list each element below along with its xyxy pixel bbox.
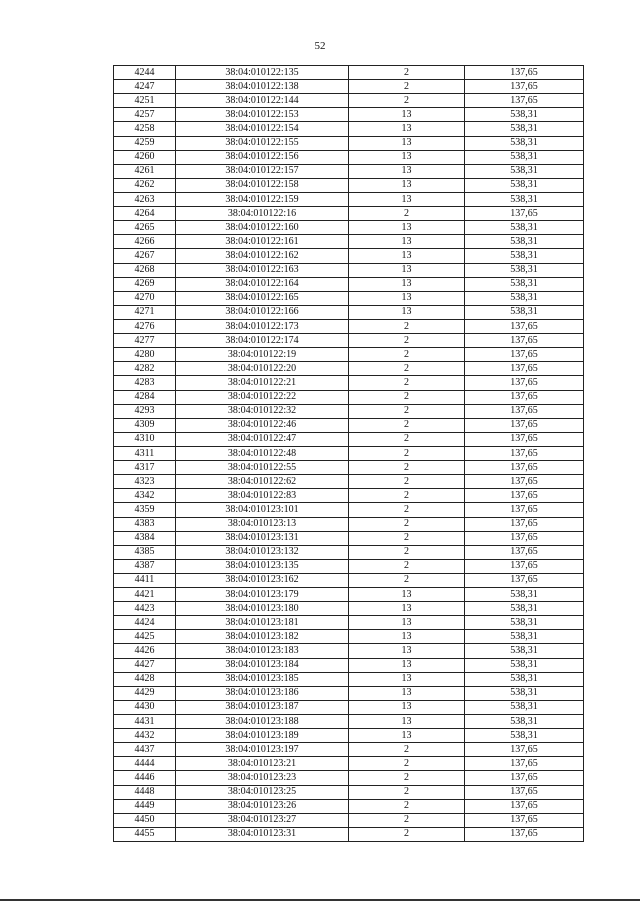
table-row [114, 785, 584, 799]
row-number-cell: 4385 [114, 545, 176, 559]
quantity-cell: 2 [349, 559, 465, 573]
cadastral-number-cell: 38:04:010123:13 [176, 517, 349, 531]
amount-cell: 538,31 [465, 277, 584, 291]
table-row [114, 221, 584, 235]
quantity-cell: 13 [349, 108, 465, 122]
table-row [114, 150, 584, 164]
quantity-cell: 13 [349, 672, 465, 686]
amount-cell: 538,31 [465, 249, 584, 263]
row-number-cell: 4323 [114, 475, 176, 489]
row-number-cell: 4283 [114, 376, 176, 390]
cadastral-number-cell: 38:04:010122:83 [176, 489, 349, 503]
row-number-cell: 4425 [114, 630, 176, 644]
amount-cell: 538,31 [465, 644, 584, 658]
quantity-cell: 2 [349, 475, 465, 489]
row-number-cell: 4263 [114, 192, 176, 206]
quantity-cell: 13 [349, 235, 465, 249]
amount-cell: 137,65 [465, 771, 584, 785]
amount-cell: 137,65 [465, 531, 584, 545]
cadastral-number-cell: 38:04:010122:161 [176, 235, 349, 249]
page-number: 52 [314, 40, 326, 52]
cadastral-number-cell: 38:04:010123:180 [176, 602, 349, 616]
cadastral-number-cell: 38:04:010122:153 [176, 108, 349, 122]
row-number-cell: 4430 [114, 700, 176, 714]
row-number-cell: 4359 [114, 503, 176, 517]
quantity-cell: 13 [349, 686, 465, 700]
table-row [114, 446, 584, 460]
amount-cell: 137,65 [465, 418, 584, 432]
cadastral-number-cell: 38:04:010122:160 [176, 221, 349, 235]
table-row [114, 729, 584, 743]
quantity-cell: 2 [349, 390, 465, 404]
amount-cell: 538,31 [465, 164, 584, 178]
amount-cell: 538,31 [465, 588, 584, 602]
table-row [114, 686, 584, 700]
row-number-cell: 4446 [114, 771, 176, 785]
cadastral-number-cell: 38:04:010123:27 [176, 813, 349, 827]
quantity-cell: 2 [349, 757, 465, 771]
cadastral-number-cell: 38:04:010122:47 [176, 432, 349, 446]
amount-cell: 137,65 [465, 390, 584, 404]
row-number-cell: 4383 [114, 517, 176, 531]
table-row [114, 192, 584, 206]
cadastral-number-cell: 38:04:010122:48 [176, 446, 349, 460]
table-row [114, 418, 584, 432]
row-number-cell: 4269 [114, 277, 176, 291]
amount-cell: 137,65 [465, 348, 584, 362]
amount-cell: 137,65 [465, 743, 584, 757]
table-row [114, 122, 584, 136]
table-row [114, 503, 584, 517]
quantity-cell: 13 [349, 122, 465, 136]
row-number-cell: 4426 [114, 644, 176, 658]
quantity-cell: 13 [349, 164, 465, 178]
cadastral-number-cell: 38:04:010122:21 [176, 376, 349, 390]
cadastral-number-cell: 38:04:010122:173 [176, 319, 349, 333]
table-row [114, 517, 584, 531]
table-row [114, 249, 584, 263]
data-table [113, 65, 584, 842]
cadastral-number-cell: 38:04:010123:25 [176, 785, 349, 799]
table-row [114, 700, 584, 714]
amount-cell: 538,31 [465, 305, 584, 319]
amount-cell: 538,31 [465, 715, 584, 729]
amount-cell: 538,31 [465, 108, 584, 122]
amount-cell: 137,65 [465, 573, 584, 587]
row-number-cell: 4264 [114, 207, 176, 221]
amount-cell: 538,31 [465, 630, 584, 644]
table-row [114, 348, 584, 362]
cadastral-number-cell: 38:04:010122:159 [176, 192, 349, 206]
table-row [114, 94, 584, 108]
quantity-cell: 2 [349, 531, 465, 545]
cadastral-number-cell: 38:04:010122:138 [176, 80, 349, 94]
quantity-cell: 2 [349, 743, 465, 757]
quantity-cell: 13 [349, 715, 465, 729]
cadastral-number-cell: 38:04:010122:166 [176, 305, 349, 319]
row-number-cell: 4431 [114, 715, 176, 729]
quantity-cell: 2 [349, 461, 465, 475]
amount-cell: 538,31 [465, 122, 584, 136]
amount-cell: 137,65 [465, 757, 584, 771]
table-row [114, 263, 584, 277]
quantity-cell: 13 [349, 630, 465, 644]
table-row [114, 672, 584, 686]
amount-cell: 137,65 [465, 517, 584, 531]
amount-cell: 137,65 [465, 785, 584, 799]
cadastral-number-cell: 38:04:010123:197 [176, 743, 349, 757]
quantity-cell: 2 [349, 573, 465, 587]
quantity-cell: 13 [349, 291, 465, 305]
cadastral-number-cell: 38:04:010122:62 [176, 475, 349, 489]
amount-cell: 137,65 [465, 489, 584, 503]
cadastral-number-cell: 38:04:010122:32 [176, 404, 349, 418]
quantity-cell: 13 [349, 729, 465, 743]
cadastral-number-cell: 38:04:010123:185 [176, 672, 349, 686]
amount-cell: 538,31 [465, 192, 584, 206]
quantity-cell: 13 [349, 192, 465, 206]
row-number-cell: 4270 [114, 291, 176, 305]
cadastral-number-cell: 38:04:010123:21 [176, 757, 349, 771]
table-row [114, 602, 584, 616]
cadastral-number-cell: 38:04:010123:188 [176, 715, 349, 729]
cadastral-number-cell: 38:04:010123:187 [176, 700, 349, 714]
table-row [114, 743, 584, 757]
row-number-cell: 4310 [114, 432, 176, 446]
table-row [114, 66, 584, 80]
cadastral-number-cell: 38:04:010122:164 [176, 277, 349, 291]
cadastral-number-cell: 38:04:010123:23 [176, 771, 349, 785]
quantity-cell: 2 [349, 207, 465, 221]
table-row [114, 164, 584, 178]
table-row [114, 644, 584, 658]
table-body [114, 66, 584, 842]
cadastral-number-cell: 38:04:010122:144 [176, 94, 349, 108]
quantity-cell: 2 [349, 66, 465, 80]
quantity-cell: 13 [349, 700, 465, 714]
table-row [114, 573, 584, 587]
table-row [114, 432, 584, 446]
quantity-cell: 2 [349, 785, 465, 799]
cadastral-number-cell: 38:04:010122:16 [176, 207, 349, 221]
row-number-cell: 4261 [114, 164, 176, 178]
quantity-cell: 2 [349, 94, 465, 108]
table-row [114, 799, 584, 813]
cadastral-number-cell: 38:04:010123:179 [176, 588, 349, 602]
row-number-cell: 4437 [114, 743, 176, 757]
cadastral-number-cell: 38:04:010123:101 [176, 503, 349, 517]
quantity-cell: 13 [349, 150, 465, 164]
row-number-cell: 4342 [114, 489, 176, 503]
quantity-cell: 2 [349, 418, 465, 432]
table-row [114, 771, 584, 785]
cadastral-number-cell: 38:04:010123:31 [176, 827, 349, 841]
quantity-cell: 13 [349, 602, 465, 616]
table-row [114, 475, 584, 489]
cadastral-number-cell: 38:04:010122:19 [176, 348, 349, 362]
cadastral-number-cell: 38:04:010122:157 [176, 164, 349, 178]
row-number-cell: 4309 [114, 418, 176, 432]
amount-cell: 538,31 [465, 235, 584, 249]
amount-cell: 137,65 [465, 503, 584, 517]
amount-cell: 137,65 [465, 404, 584, 418]
amount-cell: 137,65 [465, 207, 584, 221]
amount-cell: 137,65 [465, 334, 584, 348]
quantity-cell: 13 [349, 616, 465, 630]
row-number-cell: 4448 [114, 785, 176, 799]
quantity-cell: 2 [349, 503, 465, 517]
cadastral-number-cell: 38:04:010122:135 [176, 66, 349, 80]
row-number-cell: 4424 [114, 616, 176, 630]
amount-cell: 137,65 [465, 376, 584, 390]
table-row [114, 588, 584, 602]
table-row [114, 136, 584, 150]
quantity-cell: 2 [349, 799, 465, 813]
amount-cell: 137,65 [465, 432, 584, 446]
cadastral-number-cell: 38:04:010122:165 [176, 291, 349, 305]
amount-cell: 538,31 [465, 686, 584, 700]
quantity-cell: 2 [349, 348, 465, 362]
amount-cell: 137,65 [465, 446, 584, 460]
row-number-cell: 4384 [114, 531, 176, 545]
cadastral-number-cell: 38:04:010123:183 [176, 644, 349, 658]
quantity-cell: 13 [349, 249, 465, 263]
table-row [114, 616, 584, 630]
row-number-cell: 4411 [114, 573, 176, 587]
quantity-cell: 13 [349, 263, 465, 277]
row-number-cell: 4276 [114, 319, 176, 333]
cadastral-number-cell: 38:04:010123:131 [176, 531, 349, 545]
amount-cell: 538,31 [465, 602, 584, 616]
quantity-cell: 13 [349, 277, 465, 291]
table-row [114, 404, 584, 418]
row-number-cell: 4265 [114, 221, 176, 235]
row-number-cell: 4428 [114, 672, 176, 686]
quantity-cell: 2 [349, 489, 465, 503]
row-number-cell: 4257 [114, 108, 176, 122]
table-row [114, 319, 584, 333]
quantity-cell: 2 [349, 545, 465, 559]
table-row [114, 559, 584, 573]
cadastral-number-cell: 38:04:010123:189 [176, 729, 349, 743]
row-number-cell: 4284 [114, 390, 176, 404]
amount-cell: 137,65 [465, 319, 584, 333]
row-number-cell: 4268 [114, 263, 176, 277]
row-number-cell: 4271 [114, 305, 176, 319]
amount-cell: 538,31 [465, 658, 584, 672]
row-number-cell: 4450 [114, 813, 176, 827]
row-number-cell: 4317 [114, 461, 176, 475]
table-row [114, 277, 584, 291]
cadastral-number-cell: 38:04:010122:162 [176, 249, 349, 263]
quantity-cell: 2 [349, 362, 465, 376]
table-row [114, 461, 584, 475]
table-row [114, 658, 584, 672]
cadastral-number-cell: 38:04:010122:20 [176, 362, 349, 376]
quantity-cell: 2 [349, 813, 465, 827]
row-number-cell: 4282 [114, 362, 176, 376]
quantity-cell: 2 [349, 376, 465, 390]
table-row [114, 362, 584, 376]
amount-cell: 137,65 [465, 362, 584, 376]
table-row [114, 545, 584, 559]
quantity-cell: 2 [349, 334, 465, 348]
cadastral-number-cell: 38:04:010122:163 [176, 263, 349, 277]
cadastral-number-cell: 38:04:010123:182 [176, 630, 349, 644]
cadastral-number-cell: 38:04:010122:55 [176, 461, 349, 475]
cadastral-number-cell: 38:04:010122:174 [176, 334, 349, 348]
row-number-cell: 4423 [114, 602, 176, 616]
row-number-cell: 4387 [114, 559, 176, 573]
row-number-cell: 4262 [114, 178, 176, 192]
quantity-cell: 13 [349, 178, 465, 192]
quantity-cell: 13 [349, 136, 465, 150]
table-row [114, 630, 584, 644]
row-number-cell: 4432 [114, 729, 176, 743]
quantity-cell: 2 [349, 404, 465, 418]
cadastral-number-cell: 38:04:010123:132 [176, 545, 349, 559]
amount-cell: 538,31 [465, 150, 584, 164]
amount-cell: 137,65 [465, 813, 584, 827]
table-row [114, 108, 584, 122]
row-number-cell: 4258 [114, 122, 176, 136]
quantity-cell: 13 [349, 644, 465, 658]
cadastral-number-cell: 38:04:010123:184 [176, 658, 349, 672]
cadastral-number-cell: 38:04:010122:155 [176, 136, 349, 150]
cadastral-number-cell: 38:04:010123:186 [176, 686, 349, 700]
row-number-cell: 4444 [114, 757, 176, 771]
amount-cell: 538,31 [465, 291, 584, 305]
amount-cell: 137,65 [465, 66, 584, 80]
cadastral-number-cell: 38:04:010122:158 [176, 178, 349, 192]
table-row [114, 376, 584, 390]
row-number-cell: 4449 [114, 799, 176, 813]
quantity-cell: 2 [349, 432, 465, 446]
quantity-cell: 2 [349, 827, 465, 841]
row-number-cell: 4267 [114, 249, 176, 263]
row-number-cell: 4251 [114, 94, 176, 108]
table-row [114, 305, 584, 319]
row-number-cell: 4293 [114, 404, 176, 418]
amount-cell: 538,31 [465, 700, 584, 714]
amount-cell: 137,65 [465, 80, 584, 94]
table-row [114, 531, 584, 545]
row-number-cell: 4280 [114, 348, 176, 362]
quantity-cell: 13 [349, 588, 465, 602]
quantity-cell: 13 [349, 221, 465, 235]
amount-cell: 137,65 [465, 94, 584, 108]
table-row [114, 334, 584, 348]
row-number-cell: 4421 [114, 588, 176, 602]
amount-cell: 538,31 [465, 616, 584, 630]
amount-cell: 538,31 [465, 136, 584, 150]
amount-cell: 538,31 [465, 263, 584, 277]
table-row [114, 813, 584, 827]
table-row [114, 80, 584, 94]
cadastral-number-cell: 38:04:010123:26 [176, 799, 349, 813]
quantity-cell: 2 [349, 771, 465, 785]
row-number-cell: 4260 [114, 150, 176, 164]
table-row [114, 390, 584, 404]
cadastral-number-cell: 38:04:010123:135 [176, 559, 349, 573]
row-number-cell: 4427 [114, 658, 176, 672]
row-number-cell: 4429 [114, 686, 176, 700]
amount-cell: 137,65 [465, 475, 584, 489]
quantity-cell: 2 [349, 319, 465, 333]
cadastral-number-cell: 38:04:010122:46 [176, 418, 349, 432]
table-row [114, 827, 584, 841]
row-number-cell: 4247 [114, 80, 176, 94]
cadastral-number-cell: 38:04:010122:156 [176, 150, 349, 164]
quantity-cell: 2 [349, 517, 465, 531]
table-row [114, 715, 584, 729]
row-number-cell: 4455 [114, 827, 176, 841]
table-row [114, 178, 584, 192]
cadastral-number-cell: 38:04:010122:154 [176, 122, 349, 136]
amount-cell: 538,31 [465, 729, 584, 743]
amount-cell: 137,65 [465, 559, 584, 573]
quantity-cell: 2 [349, 446, 465, 460]
table-row [114, 757, 584, 771]
amount-cell: 137,65 [465, 799, 584, 813]
amount-cell: 137,65 [465, 461, 584, 475]
row-number-cell: 4266 [114, 235, 176, 249]
quantity-cell: 13 [349, 658, 465, 672]
quantity-cell: 13 [349, 305, 465, 319]
row-number-cell: 4244 [114, 66, 176, 80]
table-row [114, 207, 584, 221]
bottom-rule [0, 899, 640, 901]
cadastral-number-cell: 38:04:010123:181 [176, 616, 349, 630]
amount-cell: 137,65 [465, 545, 584, 559]
amount-cell: 538,31 [465, 178, 584, 192]
table-row [114, 235, 584, 249]
amount-cell: 137,65 [465, 827, 584, 841]
table-row [114, 489, 584, 503]
cadastral-number-cell: 38:04:010122:22 [176, 390, 349, 404]
row-number-cell: 4259 [114, 136, 176, 150]
cadastral-number-cell: 38:04:010123:162 [176, 573, 349, 587]
amount-cell: 538,31 [465, 221, 584, 235]
row-number-cell: 4311 [114, 446, 176, 460]
table-row [114, 291, 584, 305]
quantity-cell: 2 [349, 80, 465, 94]
amount-cell: 538,31 [465, 672, 584, 686]
row-number-cell: 4277 [114, 334, 176, 348]
